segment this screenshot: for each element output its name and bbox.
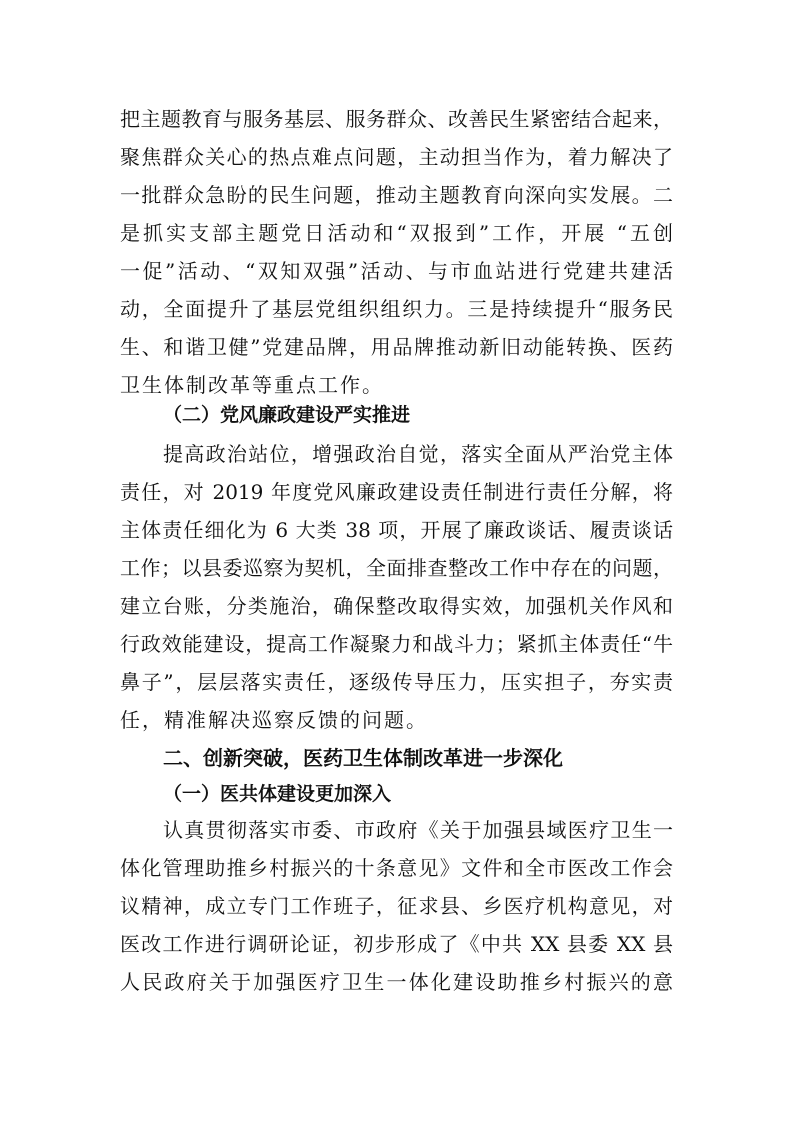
paragraph-line: 行政效能建设，提高工作凝聚力和战斗力；紧抓主体责任“牛 [120, 632, 673, 656]
paragraph-line: 把主题教育与服务基层、服务群众、改善民生紧密结合起来， [120, 107, 673, 131]
paragraph-line: 一促”活动、“双知双强”活动、与市血站进行党建共建活 [120, 259, 673, 283]
paragraph-line: 鼻子”，层层落实责任，逐级传导压力，压实担子，夯实责 [120, 670, 673, 694]
paragraph-line: 人民政府关于加强医疗卫生一体化建设助推乡村振兴的意 [120, 970, 673, 994]
paragraph-line: 提高政治站位，增强政治自觉，落实全面从严治党主体 [163, 442, 673, 466]
paragraph-line: 主体责任细化为 6 大类 38 项，开展了廉政谈话、履责谈话 [120, 518, 673, 542]
paragraph-line: 医改工作进行调研论证，初步形成了《中共 XX 县委 XX 县 [120, 932, 673, 956]
paragraph-line: 卫生体制改革等重点工作。 [120, 373, 384, 397]
paragraph-line: 认真贯彻落实市委、市政府《关于加强县域医疗卫生一 [163, 818, 673, 842]
paragraph-line: 建立台账，分类施治，确保整改取得实效，加强机关作风和 [120, 594, 673, 618]
subheading-medical-community: （一）医共体建设更加深入 [163, 783, 392, 805]
subheading-party-conduct: （二）党风廉政建设严实推进 [163, 404, 411, 426]
paragraph-line: 体化管理助推乡村振兴的十条意见》文件和全市医改工作会 [120, 856, 673, 880]
paragraph-line: 工作；以县委巡察为契机，全面排查整改工作中存在的问题， [120, 556, 673, 580]
paragraph-line: 议精神，成立专门工作班子，征求县、乡医疗机构意见，对 [120, 894, 673, 918]
paragraph-line: 一批群众急盼的民生问题，推动主题教育向深向实发展。二 [120, 183, 673, 207]
paragraph-line: 聚焦群众关心的热点难点问题，主动担当作为，着力解决了 [120, 145, 673, 169]
paragraph-line: 动，全面提升了基层党组织组织力。三是持续提升“服务民 [120, 297, 673, 321]
paragraph-line: 责任，对 2019 年度党风廉政建设责任制进行责任分解，将 [120, 480, 673, 504]
paragraph-line: 生、和谐卫健”党建品牌，用品牌推动新旧动能转换、医药 [120, 335, 673, 359]
paragraph-line: 是抓实支部主题党日活动和“双报到”工作，开展 “五创 [120, 221, 673, 245]
section-heading-reform: 二、创新突破，医药卫生体制改革进一步深化 [163, 746, 563, 770]
paragraph-line: 任，精准解决巡察反馈的问题。 [120, 708, 428, 732]
